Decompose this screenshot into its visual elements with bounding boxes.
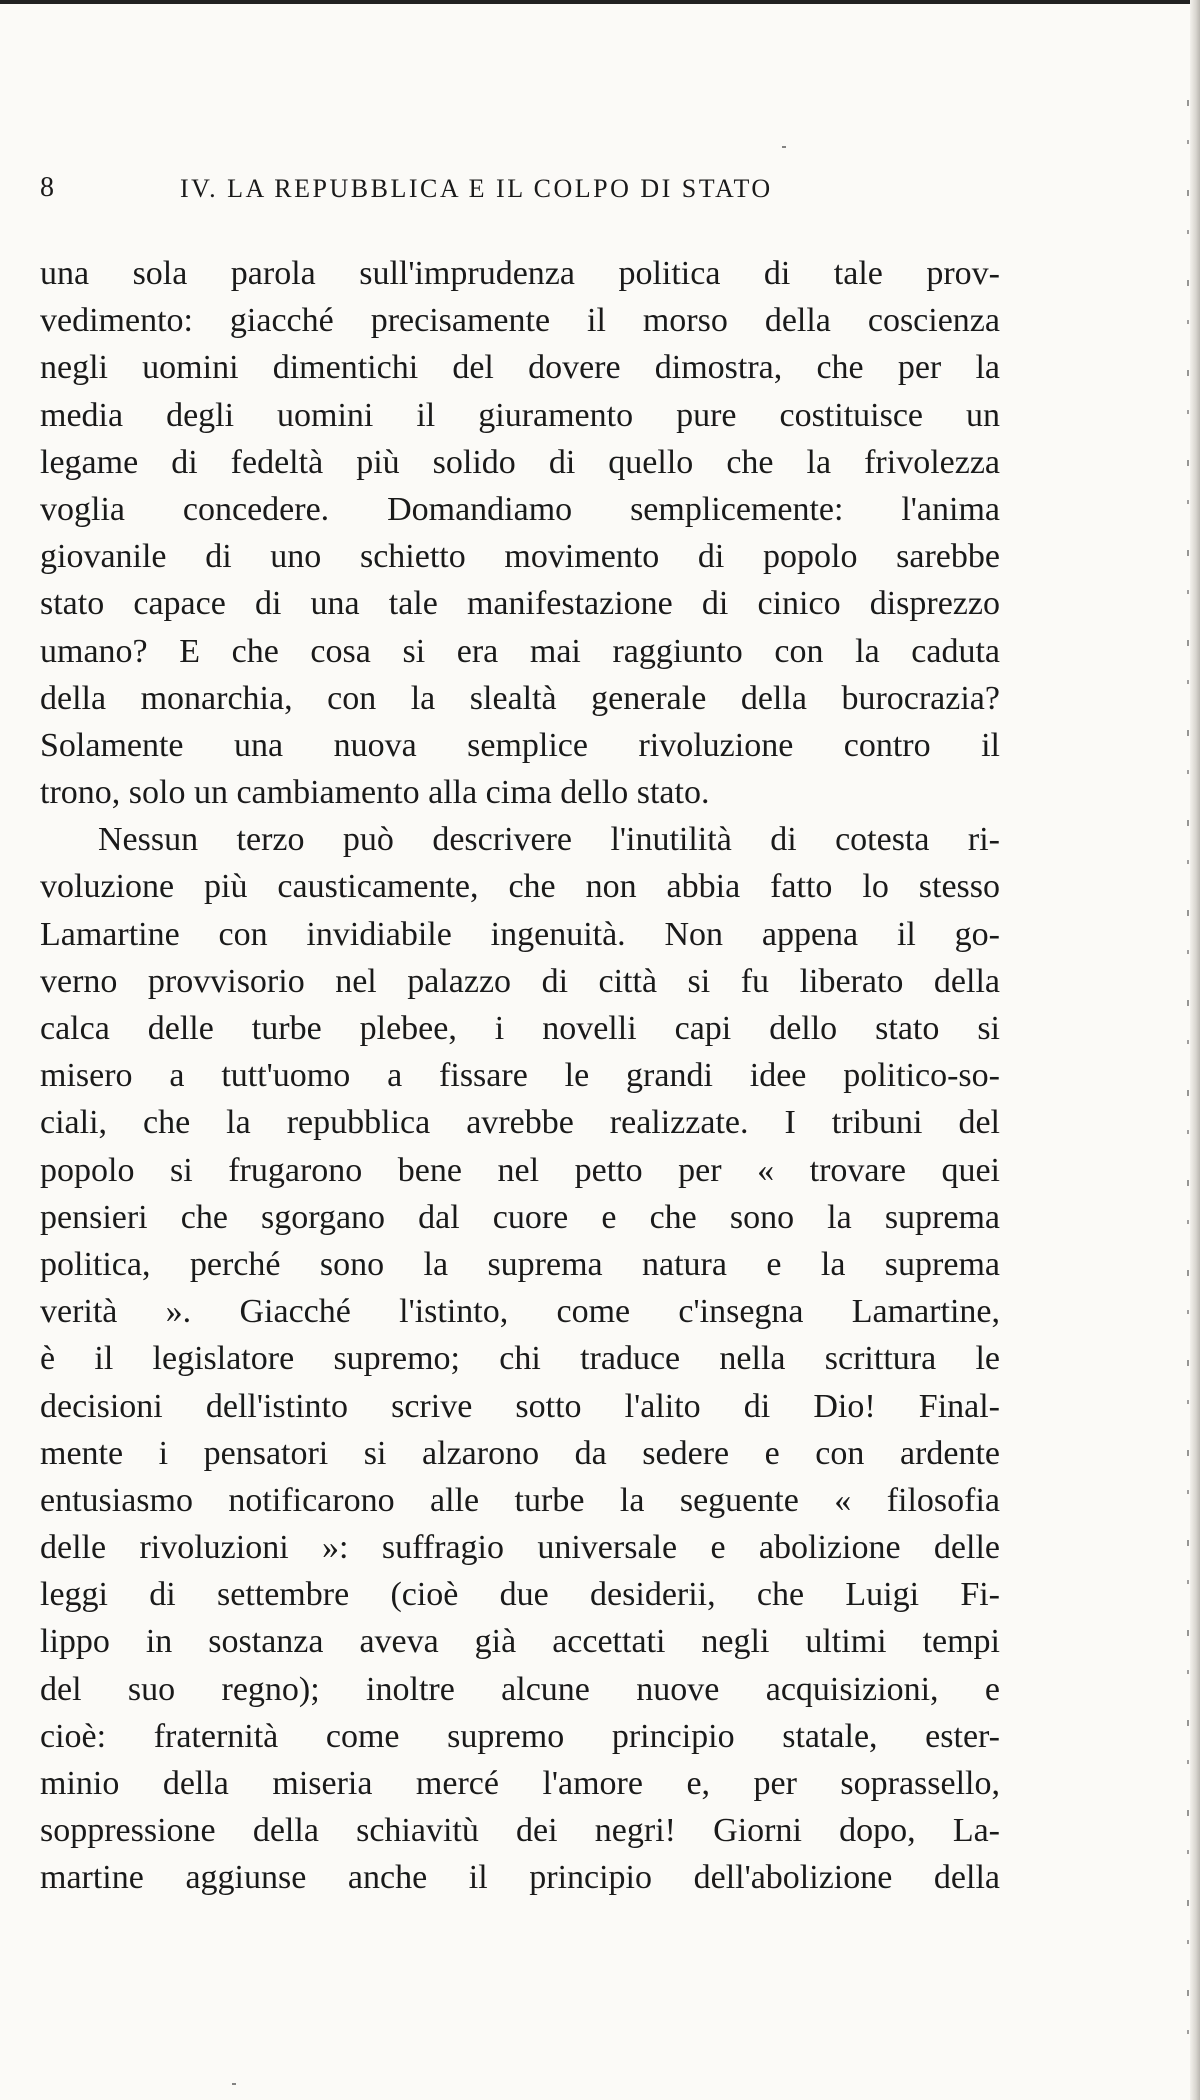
text-line: trono, solo un cambiamento alla cima dello stato. bbox=[40, 774, 710, 812]
scan-speck bbox=[232, 2083, 236, 2085]
text-line: una sola parola sull'imprudenza politica di tale prov- bbox=[40, 255, 1000, 292]
running-header bbox=[40, 172, 1000, 208]
text-line: legame di fedeltà più solido di quello che la frivolezza bbox=[40, 443, 1000, 481]
text-line: voglia concedere. Domandiamo semplicemente: l'anima bbox=[40, 490, 1000, 528]
text-line: vedimento: giacché precisamente il morso della coscienza bbox=[40, 302, 1000, 340]
text-line: entusiasmo notificarono alle turbe la seguente « filosofia bbox=[40, 1481, 1000, 1519]
text-line: umano? E che cosa si era mai raggiunto con la caduta bbox=[40, 632, 1000, 670]
text-line: Solamente una nuova semplice rivoluzione contro il bbox=[40, 726, 1000, 764]
text-line: giovanile di uno schietto movimento di popolo sarebbe bbox=[40, 538, 1000, 576]
page-number: 8 bbox=[40, 172, 54, 203]
text-line: voluzione più causticamente, che non abbia fatto lo stesso bbox=[40, 868, 1000, 906]
text-line: cioè: fraternità come supremo principio statale, ester- bbox=[40, 1717, 1000, 1755]
text-line: politica, perché sono la suprema natura e la suprema bbox=[40, 1245, 1000, 1283]
text-line: delle rivoluzioni »: suffragio universale e abolizione delle bbox=[40, 1529, 1000, 1567]
text-line: verno provvisorio nel palazzo di città si fu liberato della bbox=[40, 962, 1000, 1000]
text-line: misero a tutt'uomo a fissare le grandi idee politico-so- bbox=[40, 1057, 1000, 1095]
text-line: calca delle turbe plebee, i novelli capi dello stato si bbox=[40, 1010, 1000, 1047]
text-line: del suo regno); inoltre alcune nuove acquisizioni, e bbox=[40, 1670, 1000, 1708]
page-top-edge bbox=[0, 0, 1200, 4]
text-line: Lamartine con invidiabile ingenuità. Non appena il go- bbox=[40, 915, 1000, 953]
text-line: ciali, che la repubblica avrebbe realizzate. I tribuni del bbox=[40, 1104, 1000, 1142]
running-title: IV. LA REPUBBLICA E IL COLPO DI STATO bbox=[180, 174, 773, 203]
text-line: mente i pensatori si alzarono da sedere e con ardente bbox=[40, 1434, 1000, 1472]
text-line: popolo si frugarono bene nel petto per « trovare quei bbox=[40, 1151, 1000, 1189]
text-line: verità ». Giacché l'istinto, come c'insegna Lamartine, bbox=[40, 1293, 1000, 1331]
body-text bbox=[40, 250, 1000, 1902]
paragraph-1 bbox=[40, 250, 1000, 816]
text-line: leggi di settembre (cioè due desiderii, che Luigi Fi- bbox=[40, 1576, 1000, 1614]
text-line: Nessun terzo può descrivere l'inutilità di cotesta ri- bbox=[98, 821, 1000, 859]
text-line: martine aggiunse anche il principio dell'abolizione della bbox=[40, 1859, 1000, 1897]
text-line: della monarchia, con la slealtà generale della burocrazia? bbox=[40, 679, 1000, 717]
text-line: è il legislatore supremo; chi traduce nella scrittura le bbox=[40, 1340, 1000, 1378]
page-binding-edge bbox=[1190, 0, 1200, 2100]
text-line: pensieri che sgorgano dal cuore e che sono la suprema bbox=[40, 1198, 1000, 1236]
text-line: negli uomini dimentichi del dovere dimostra, che per la bbox=[40, 349, 1000, 387]
paragraph-2 bbox=[40, 816, 1000, 1901]
text-line: media degli uomini il giuramento pure costituisce un bbox=[40, 396, 1000, 434]
page-fold-line bbox=[1187, 100, 1189, 2050]
text-line: soppressione della schiavitù dei negri! Giorni dopo, La- bbox=[40, 1812, 1000, 1850]
scan-speck bbox=[782, 146, 786, 148]
text-line: minio della miseria mercé l'amore e, per soprassello, bbox=[40, 1765, 1000, 1802]
text-line: lippo in sostanza aveva già accettati negli ultimi tempi bbox=[40, 1623, 1000, 1661]
text-line: decisioni dell'istinto scrive sotto l'alito di Dio! Final- bbox=[40, 1387, 1000, 1425]
text-line: stato capace di una tale manifestazione di cinico disprezzo bbox=[40, 585, 1000, 623]
